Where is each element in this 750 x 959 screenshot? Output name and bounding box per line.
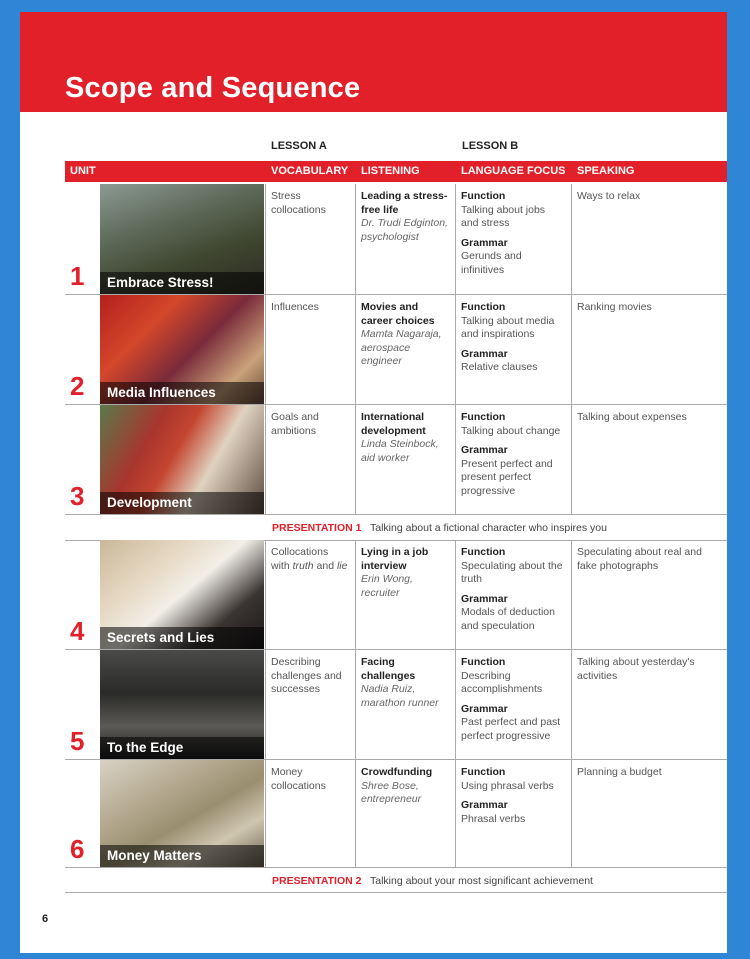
function-label: Function [461,766,506,778]
page-number: 6 [42,913,49,925]
speaking-cell [571,650,727,759]
header-speaking: SPEAKING [577,165,635,177]
listening-speaker: Linda Steinbock, aid worker [361,438,439,464]
listening-title: Lying in a job interview [361,546,429,572]
unit-title: Development [107,495,192,510]
unit-photo [100,650,264,759]
unit-number: 3 [70,481,85,511]
language-focus-cell [455,184,571,294]
language-focus-cell [455,760,571,867]
presentation-label: PRESENTATION 1 [272,522,362,534]
unit-photo [100,760,264,867]
listening-cell [355,184,455,294]
unit-row-2 [65,295,727,405]
speaking-text: Planning a budget [577,766,662,778]
speaking-cell [571,405,727,514]
grammar-text: Relative clauses [461,361,538,373]
grammar-text: Phrasal verbs [461,812,526,825]
function-text: Talking about jobs and stress [461,203,546,229]
grammar-label: Grammar [461,799,508,811]
vocabulary-text: Describing challenges and successes [271,656,342,695]
vocabulary-text: Money collocations [271,766,326,792]
speaking-text: Ways to relax [577,190,641,202]
speaking-cell [571,540,727,649]
presentation-text: Talking about your most significant achievement [370,875,593,887]
unit-number: 5 [70,726,85,756]
function-text: Talking about media and inspirations [461,314,555,340]
speaking-text: Talking about expenses [577,411,687,423]
vocabulary-cell [265,650,355,759]
page-title: Scope and Sequence [65,72,361,104]
vocabulary-text: Goals and ambitions [271,411,319,437]
unit-photo [100,405,264,514]
vocabulary-text: and [313,559,337,572]
header-listening: LISTENING [361,165,420,177]
speaking-text: Talking about yesterday's activities [577,656,695,682]
listening-speaker: Shree Bose, entrepreneur [361,779,422,805]
header-unit: UNIT [70,165,96,177]
speaking-text: Speculating about real and fake photographs [577,546,702,572]
listening-title: Movies and career choices [361,301,435,327]
grammar-label: Grammar [461,444,508,456]
presentation-text: Talking about a fictional character who inspires you [370,522,607,534]
header-language-focus: LANGUAGE FOCUS [461,165,566,177]
function-label: Function [461,190,506,202]
unit-title: Media Influences [107,385,216,400]
function-label: Function [461,301,506,313]
unit-title: Embrace Stress! [107,275,214,290]
vocabulary-text: Stress collocations [271,190,326,216]
listening-title: Crowdfunding [361,766,433,778]
grammar-label: Grammar [461,347,508,360]
language-focus-cell [455,540,571,649]
listening-cell [355,540,455,649]
unit-title: Money Matters [107,848,202,863]
grammar-text: Gerunds and infinitives [461,250,522,276]
listening-cell [355,760,455,867]
function-label: Function [461,546,506,558]
function-text: Talking about change [461,424,561,437]
function-label: Function [461,411,506,423]
unit-number: 1 [70,261,85,291]
presentation-row-1 [65,515,727,541]
lesson-a-label: LESSON A [271,140,327,152]
unit-row-1 [65,184,727,295]
listening-speaker: Mamta Nagaraja, aerospace engineer [361,328,442,367]
function-label: Function [461,656,506,668]
vocabulary-cell [265,405,355,514]
function-text: Using phrasal verbs [461,779,554,792]
unit-photo [100,540,264,649]
vocabulary-italic-word: truth [292,559,314,572]
speaking-text: Ranking movies [577,301,652,313]
presentation-row-2 [65,868,727,893]
vocabulary-text: Influences [271,301,319,313]
unit-row-4 [65,540,727,650]
language-focus-cell [455,295,571,404]
speaking-cell [571,760,727,867]
listening-speaker: Dr. Trudi Edginton, psychologist [361,217,448,243]
speaking-cell [571,184,727,294]
unit-row-3 [65,405,727,515]
unit-number: 6 [70,834,85,864]
unit-row-6 [65,760,727,868]
language-focus-cell [455,650,571,759]
title-banner [20,12,727,112]
listening-title: Facing challenges [361,656,416,682]
header-vocabulary: VOCABULARY [271,165,349,177]
listening-cell [355,295,455,404]
grammar-text: Present perfect and present perfect progressive [461,457,553,497]
vocabulary-text: Collocations with [271,546,329,572]
presentation-label: PRESENTATION 2 [272,875,362,887]
unit-photo [100,295,264,404]
listening-speaker: Erin Wong, recruiter [361,573,413,599]
unit-title: To the Edge [107,740,184,755]
listening-title: International development [361,411,426,437]
listening-cell [355,405,455,514]
listening-speaker: Nadia Ruiz, marathon runner [361,683,439,709]
unit-photo [100,184,264,294]
lesson-b-label: LESSON B [462,140,519,152]
vocabulary-cell [265,184,355,294]
vocabulary-italic-word: lie [336,559,348,572]
vocabulary-cell [265,295,355,404]
listening-title: Leading a stress-free life [361,190,448,216]
unit-number: 2 [70,371,85,401]
unit-row-5 [65,650,727,760]
listening-cell [355,650,455,759]
function-text: Describing accomplishments [461,669,543,695]
grammar-label: Grammar [461,702,508,715]
speaking-cell [571,295,727,404]
language-focus-cell [455,405,571,514]
table-header [65,161,727,182]
function-text: Speculating about the truth [461,559,563,585]
grammar-text: Modals of deduction and speculation [461,606,555,632]
grammar-text: Past perfect and past perfect progressive [461,716,561,742]
page [20,12,727,953]
vocabulary-cell [265,540,355,649]
vocabulary-cell [265,760,355,867]
unit-title: Secrets and Lies [107,630,215,645]
unit-number: 4 [70,616,85,646]
grammar-label: Grammar [461,236,508,249]
grammar-label: Grammar [461,592,508,605]
